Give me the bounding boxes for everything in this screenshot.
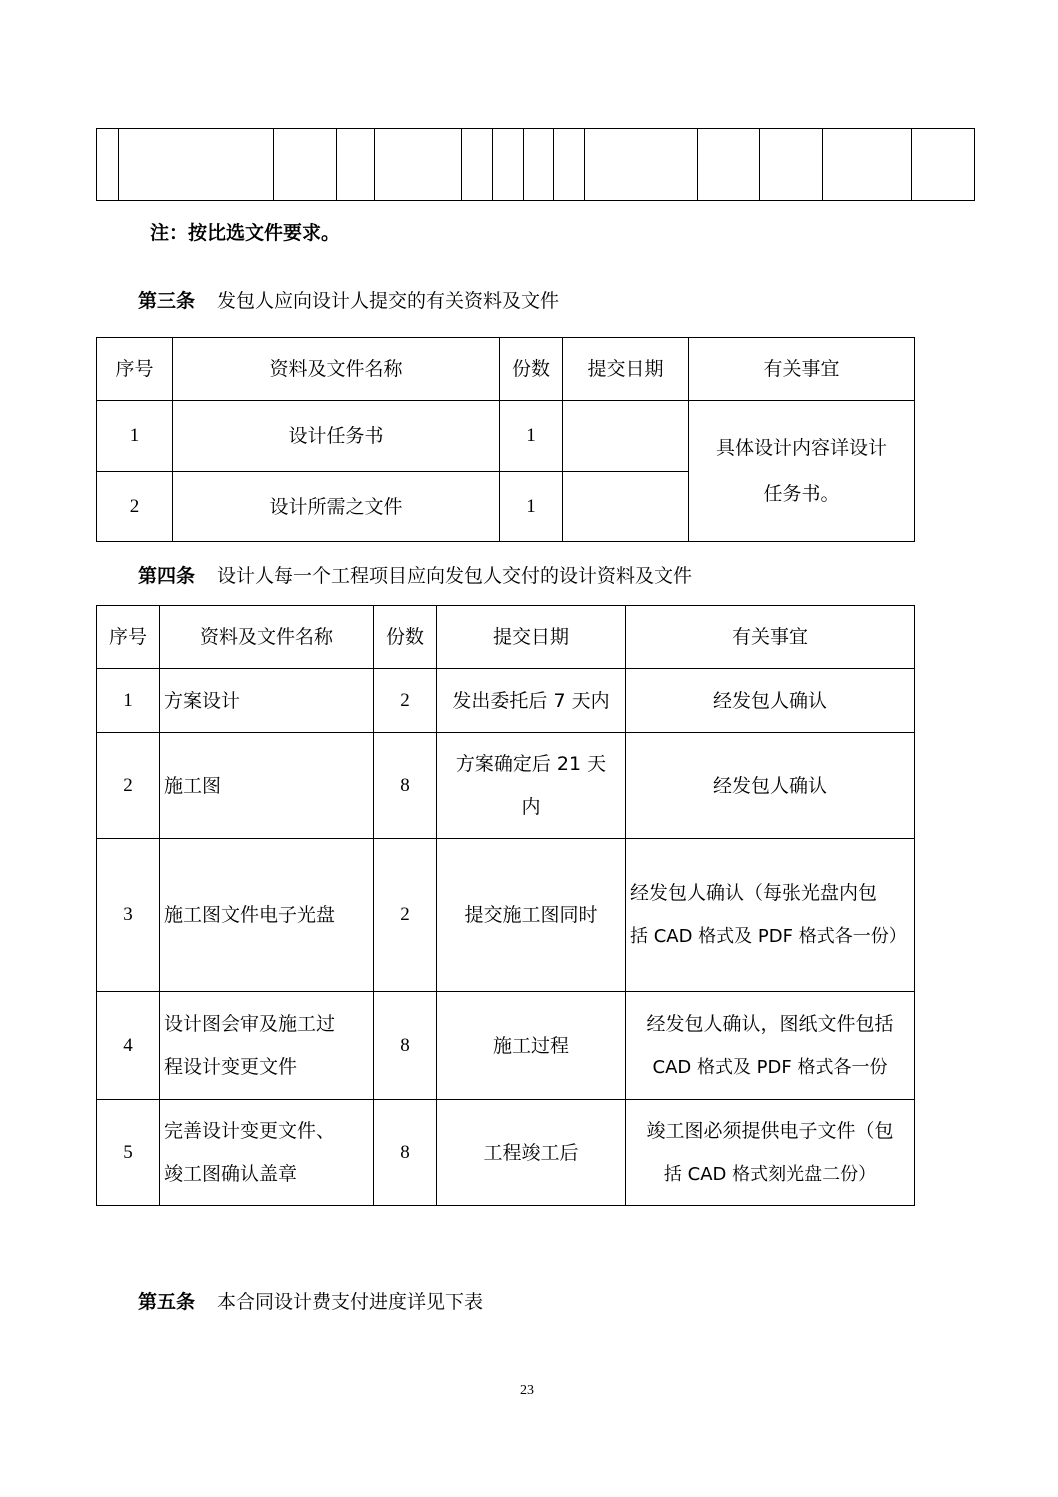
remark-line: 括 CAD 格式刻光盘二份） — [663, 1163, 877, 1185]
table-cell — [462, 129, 493, 201]
name-line: 完善设计变更文件、 — [164, 1119, 336, 1142]
remark-line: 具体设计内容详设计 — [715, 437, 887, 459]
row-date — [437, 733, 626, 839]
section4-title: 设计人每一个工程项目应向发包人交付的设计资料及文件 — [217, 565, 693, 587]
remark-line: 任务书。 — [763, 483, 840, 505]
table-cell — [375, 129, 462, 201]
row-date: 发出委托后 7 天内 — [437, 669, 626, 733]
section4-heading — [138, 561, 692, 588]
section5-heading — [138, 1287, 483, 1314]
header-no: 序号 — [97, 338, 173, 401]
name-line: 设计图会审及施工过 — [164, 1012, 336, 1035]
table-cell — [823, 129, 912, 201]
header-date: 提交日期 — [437, 606, 626, 669]
table-cell — [119, 129, 274, 201]
table-row — [97, 839, 915, 992]
table-row — [97, 1100, 915, 1206]
header-remark: 有关事宜 — [626, 606, 915, 669]
header-no: 序号 — [97, 606, 160, 669]
row-date — [563, 472, 689, 542]
section4-table — [96, 605, 915, 1206]
row-copies: 1 — [500, 472, 563, 542]
section3-title: 发包人应向设计人提交的有关资料及文件 — [217, 290, 560, 312]
row-copies: 2 — [374, 839, 437, 992]
table-cell — [524, 129, 554, 201]
section5-label: 第五条 — [138, 1291, 196, 1313]
row-copies: 8 — [374, 1100, 437, 1206]
row-no: 2 — [97, 472, 173, 542]
remark-line: CAD 格式及 PDF 格式各一份 — [652, 1056, 888, 1078]
table-cell — [760, 129, 823, 201]
row-no: 2 — [97, 733, 160, 839]
section3-heading — [138, 286, 559, 313]
row-name — [160, 1100, 374, 1206]
header-remark: 有关事宜 — [689, 338, 915, 401]
remark-line: 括 CAD 格式及 PDF 格式各一份） — [630, 926, 907, 947]
row-name: 设计所需之文件 — [173, 472, 500, 542]
row-name — [160, 992, 374, 1100]
header-name: 资料及文件名称 — [173, 338, 500, 401]
section5-title: 本合同设计费支付进度详见下表 — [217, 1291, 484, 1313]
continued-table — [96, 128, 975, 201]
name-line: 竣工图确认盖章 — [164, 1162, 298, 1185]
header-date: 提交日期 — [563, 338, 689, 401]
remark-line: 经发包人确认，图纸文件包括 — [646, 1012, 894, 1035]
row-name: 方案设计 — [160, 669, 374, 733]
header-name: 资料及文件名称 — [160, 606, 374, 669]
date-line: 方案确定后 21 天 — [455, 752, 607, 775]
table-row — [97, 733, 915, 839]
section3-table — [96, 337, 915, 542]
row-no: 3 — [97, 839, 160, 992]
date-line: 内 — [521, 795, 541, 818]
row-no: 1 — [97, 401, 173, 472]
table-row — [97, 992, 915, 1100]
remark-line: 经发包人确认（每张光盘内包 — [630, 882, 878, 904]
section4-label: 第四条 — [138, 565, 196, 587]
row-no: 1 — [97, 669, 160, 733]
row-copies: 1 — [500, 401, 563, 472]
row-remark — [689, 401, 915, 542]
table-cell — [912, 129, 975, 201]
row-name: 施工图 — [160, 733, 374, 839]
table-cell — [493, 129, 524, 201]
row-remark — [626, 839, 915, 992]
table-header-row — [97, 338, 915, 401]
remark-line: 竣工图必须提供电子文件（包 — [646, 1119, 894, 1142]
row-copies: 8 — [374, 992, 437, 1100]
row-remark: 经发包人确认 — [626, 733, 915, 839]
row-name: 设计任务书 — [173, 401, 500, 472]
table-row — [97, 669, 915, 733]
table-row — [97, 401, 915, 472]
row-date: 提交施工图同时 — [437, 839, 626, 992]
name-line: 程设计变更文件 — [164, 1055, 298, 1078]
table-cell — [97, 129, 119, 201]
table-cell — [698, 129, 760, 201]
header-copies: 份数 — [500, 338, 563, 401]
row-name: 施工图文件电子光盘 — [160, 839, 374, 992]
row-remark — [626, 1100, 915, 1206]
row-no: 5 — [97, 1100, 160, 1206]
row-copies: 2 — [374, 669, 437, 733]
table-cell — [337, 129, 375, 201]
row-date — [563, 401, 689, 472]
section3-label: 第三条 — [138, 290, 196, 312]
row-date: 工程竣工后 — [437, 1100, 626, 1206]
row-copies: 8 — [374, 733, 437, 839]
row-date: 施工过程 — [437, 992, 626, 1100]
row-remark — [626, 992, 915, 1100]
header-copies: 份数 — [374, 606, 437, 669]
table-header-row — [97, 606, 915, 669]
row-no: 4 — [97, 992, 160, 1100]
table-cell — [585, 129, 698, 201]
note-text: 注：按比选文件要求。 — [150, 222, 341, 244]
page-number: 23 — [520, 1383, 534, 1398]
table-cell — [554, 129, 585, 201]
row-remark: 经发包人确认 — [626, 669, 915, 733]
table-cell — [274, 129, 337, 201]
